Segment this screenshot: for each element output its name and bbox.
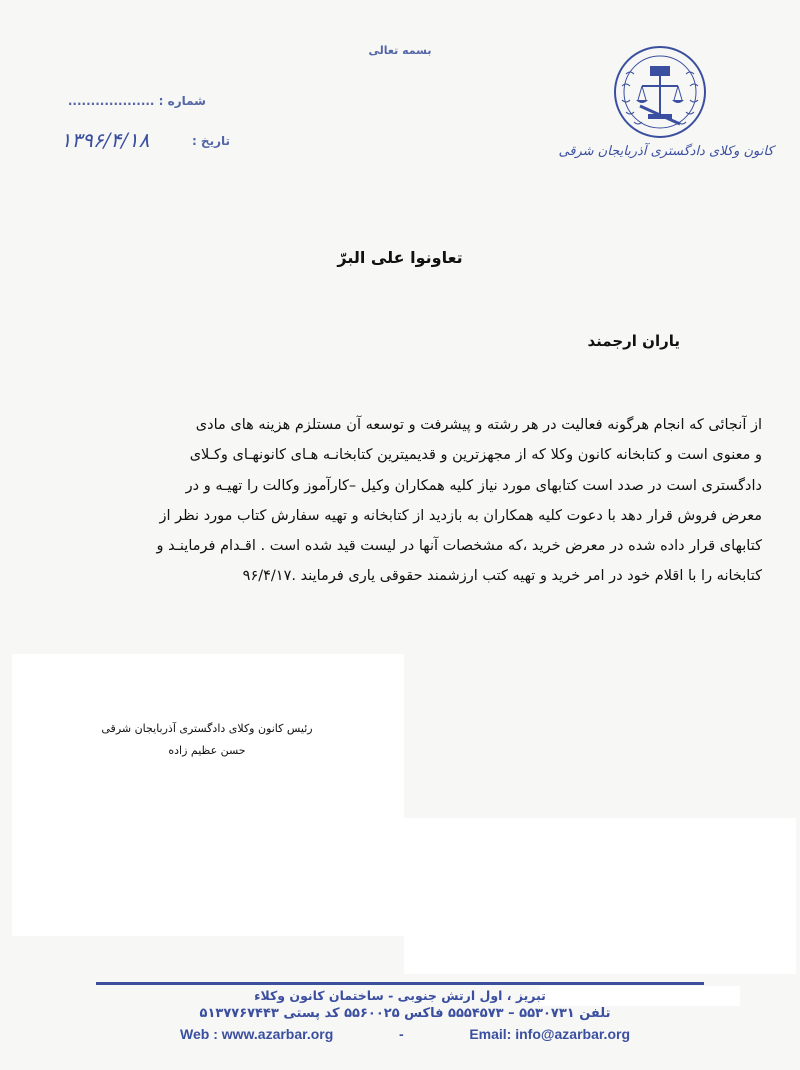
body-line: معرض فروش قرار دهد با دعوت کلیه همکاران به بازدید از کتابخانه و تهیه سفارش کتاب مورد نظر از: [159, 507, 762, 524]
bismillah-heading: بسمه تعالی: [368, 44, 432, 57]
letter-date-label: تاریخ :: [191, 134, 230, 148]
redaction-box-right: [404, 818, 796, 974]
letter-body: [36, 410, 762, 592]
organization-name: کانون وکلای دادگستری آذربایجان شرقی: [558, 144, 774, 159]
signatory-title: رئیس کانون وکلای دادگستری آذربایجان شرقی: [101, 722, 313, 735]
scales-of-justice-emblem-icon: [612, 44, 708, 140]
redaction-box-footer: [540, 986, 740, 1006]
footer-address: تبریز ، اول ارتش جنوبی - ساختمان کانون وکلاء: [254, 988, 546, 1003]
footer-divider: [96, 982, 704, 985]
body-line: از آنجائی که انجام هرگونه فعالیت در هر رشته و پیشرفت و توسعه آن مستلزم هزینه های مادی: [195, 417, 762, 433]
redaction-box-signature: [12, 654, 404, 936]
email-link[interactable]: Email: info@azarbar.org: [469, 1026, 630, 1042]
body-line: کتابهای قرار داده شده در معرض خرید ،که مشخصات آنها در لیست قید شده است . اقـدام فرماینـد و: [156, 538, 762, 555]
footer-separator: -: [398, 1026, 404, 1042]
body-line: و معنوی است و کتابخانه کانون وکلا که از مجهزترین و قدیمیترین کتابخانـه هـای کانونهـای وکـلای: [189, 447, 762, 464]
motto-heading: تعاونوا علی البرّ: [337, 248, 463, 267]
footer-web-row: [180, 1026, 630, 1042]
letter-number-field: شماره : ...................: [67, 94, 206, 108]
signatory-name: حسن عظیم زاده: [168, 744, 246, 757]
body-line: کتابخانه را با اقلام خود در امر خرید و تهیه کتب ارزشمند حقوقی یاری فرمایند .۹۶/۴/۱۷: [242, 568, 762, 585]
footer-contact-numbers: تلفن ۵۵۳۰۷۳۱ – ۵۵۵۴۵۷۳ فاکس ۵۵۶۰۰۲۵ کد پستی ۵۱۳۷۷۶۷۴۴۳: [199, 1006, 611, 1021]
body-line: دادگستری است در صدد است کتابهای مورد نیاز کلیه همکاران وکیل –کارآموز وکالت را تهیـه و در: [185, 477, 762, 494]
letter-date-handwritten: ۱۳۹۶/۴/۱۸: [60, 128, 150, 152]
salutation: یاران ارجمند: [587, 332, 680, 350]
website-link[interactable]: Web : www.azarbar.org: [180, 1026, 334, 1042]
